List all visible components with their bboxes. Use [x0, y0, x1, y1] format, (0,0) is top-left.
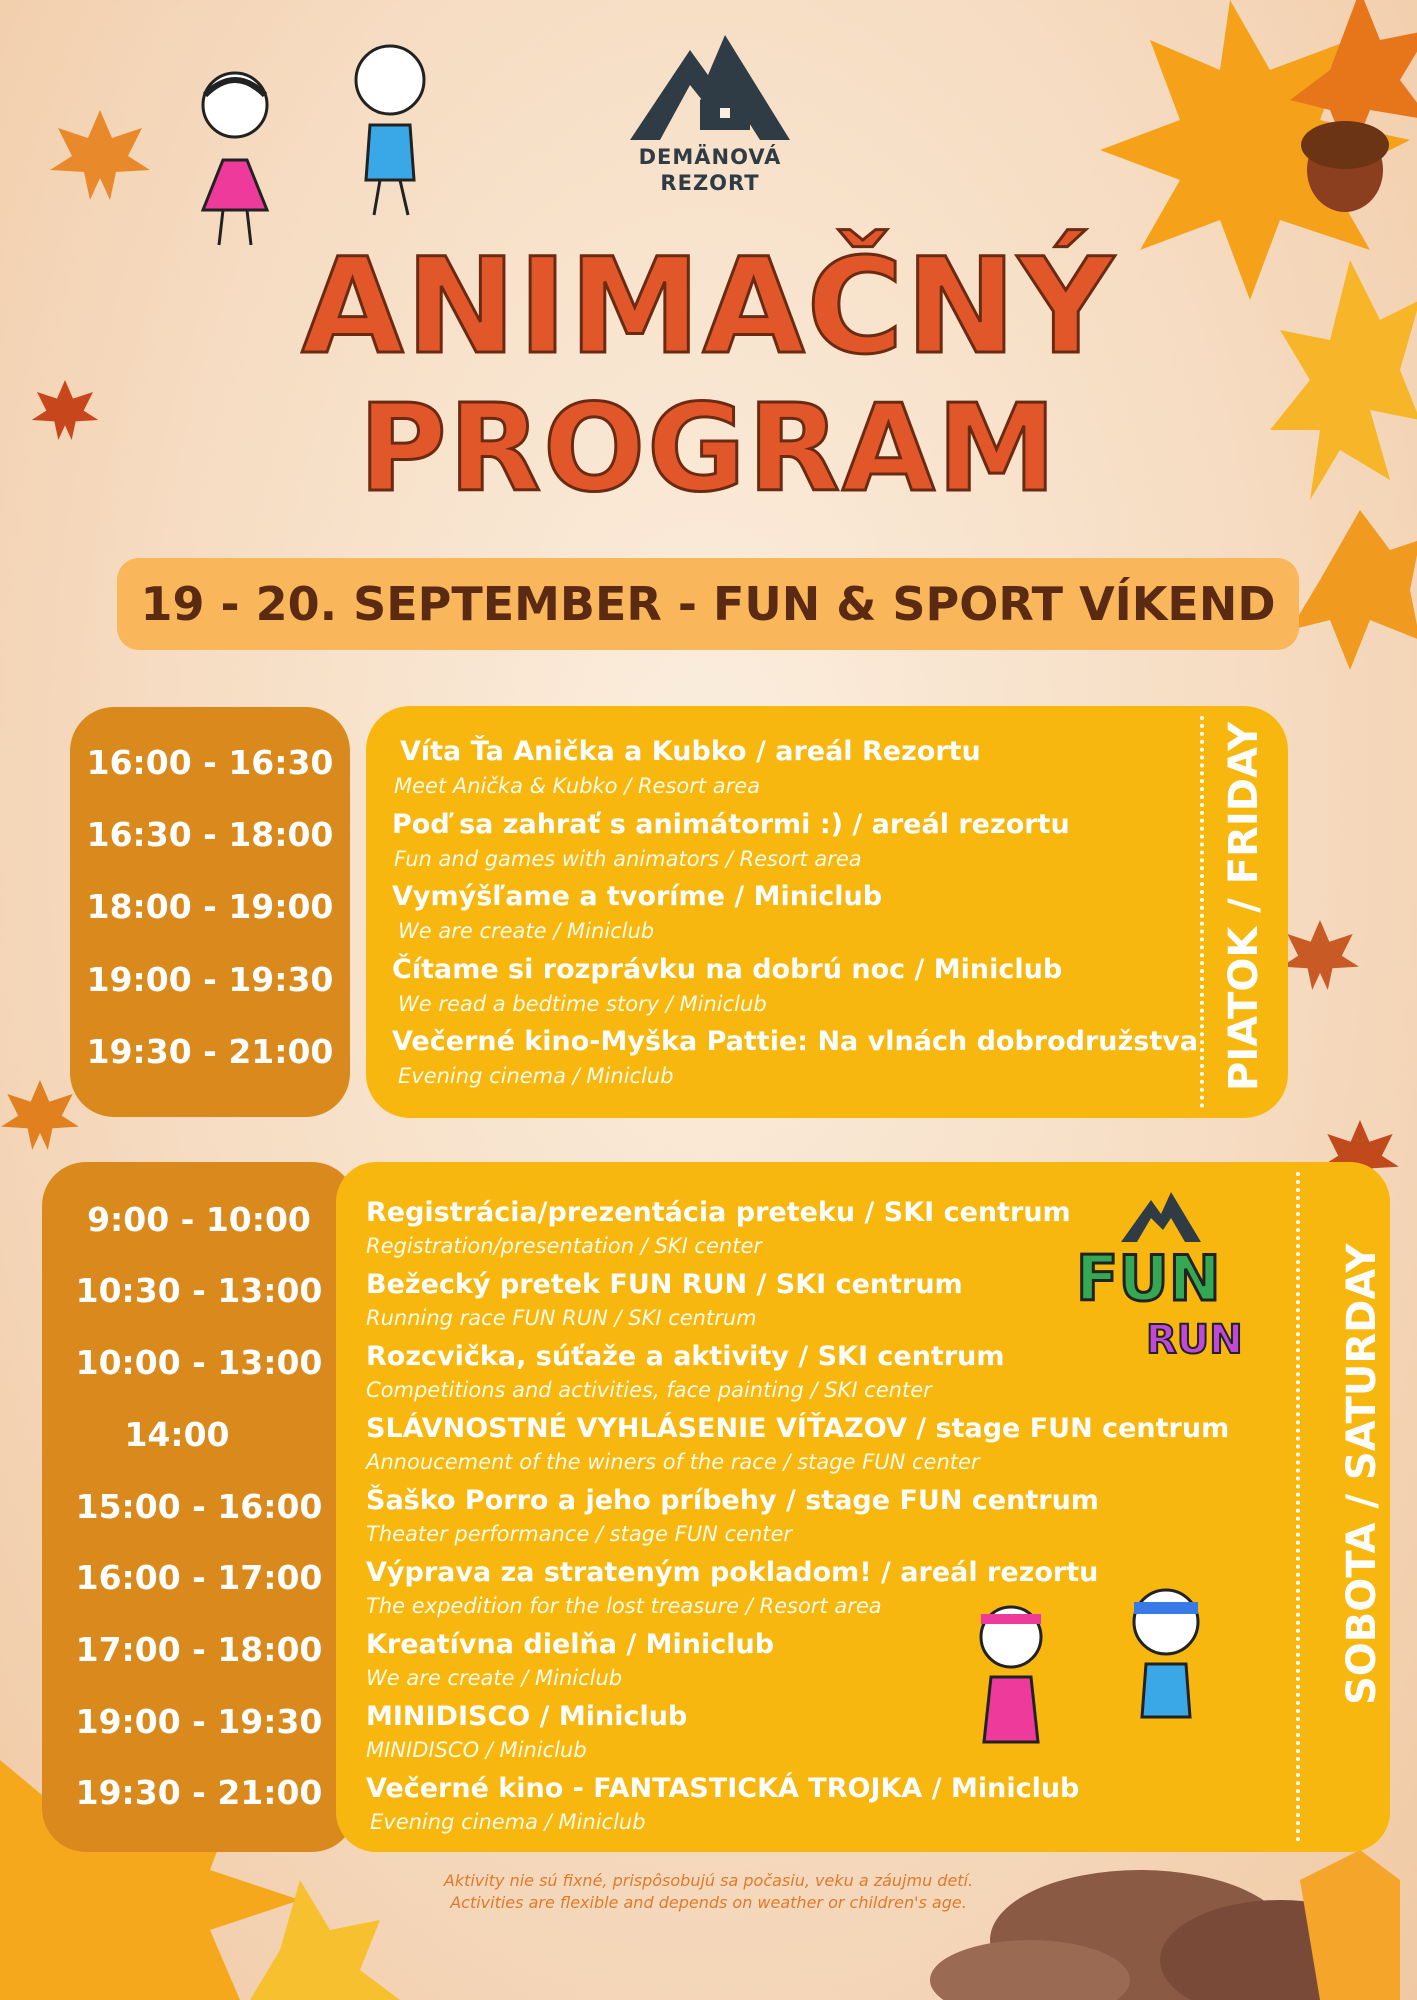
saturday-activity-3-en: Competitions and activities, face painting / SKI center	[366, 1378, 932, 1402]
mountain-logo-icon	[1121, 1192, 1201, 1242]
saturday-activity-3: Rozcvička, súťaže a aktivity / SKI centrum	[366, 1341, 1005, 1372]
saturday-activity-8-en: MINIDISCO / Miniclub	[366, 1738, 587, 1762]
friday-time-5: 19:30 - 21:00	[86, 1032, 334, 1071]
demanova-rezort-logo	[620, 30, 800, 196]
friday-time-1: 16:00 - 16:30	[86, 743, 334, 782]
girl-character-illustration	[956, 1592, 1076, 1772]
saturday-activity-9-en: Evening cinema / Miniclub	[370, 1810, 646, 1834]
saturday-activity-5: Šaško Porro a jeho príbehy / stage FUN centrum	[366, 1485, 1099, 1516]
saturday-activity-1: Registrácia/prezentácia preteku / SKI centrum	[366, 1197, 1071, 1228]
saturday-activity-2-en: Running race FUN RUN / SKI centrum	[366, 1306, 757, 1330]
maple-leaf-icon	[50, 110, 150, 200]
fun-run-logo	[1066, 1192, 1256, 1382]
friday-activity-4: Čítame si rozprávku na dobrú noc / Miniclub	[392, 954, 1063, 985]
saturday-time-9: 19:30 - 21:00	[75, 1773, 323, 1812]
saturday-time-6: 16:00 - 17:00	[75, 1558, 323, 1597]
saturday-activity-6: Výprava za strateným pokladom! / areál rezortu	[366, 1557, 1099, 1588]
friday-times-panel	[70, 707, 350, 1117]
logo-brand-line2: REZORT	[660, 171, 760, 195]
saturday-time-3: 10:00 - 13:00	[75, 1343, 323, 1382]
friday-activity-1: Víta Ťa Anička a Kubko / areál Rezortu	[400, 736, 981, 767]
footer-note	[0, 1870, 1417, 1914]
saturday-activity-6-en: The expedition for the lost treasure / Resort area	[366, 1594, 882, 1618]
saturday-activity-1-en: Registration/presentation / SKI center	[366, 1234, 762, 1258]
page-title-line2: PROGRAM	[358, 380, 1059, 519]
friday-activity-2: Poď sa zahrať s animátormi :) / areál rezortu	[392, 809, 1070, 840]
friday-day-label: PIATOK / FRIDAY	[1221, 721, 1267, 1091]
friday-activity-3: Vymýšľame a tvoríme / Miniclub	[392, 881, 883, 912]
friday-time-4: 19:00 - 19:30	[86, 960, 334, 999]
saturday-day-label: SOBOTA / SATURDAY	[1339, 1243, 1385, 1705]
acorn-decoration	[1290, 110, 1400, 220]
saturday-activity-7: Kreatívna dielňa / Miniclub	[366, 1629, 775, 1660]
saturday-activity-8: MINIDISCO / Miniclub	[366, 1701, 688, 1732]
saturday-times-panel	[42, 1162, 356, 1852]
friday-activity-4-en: We read a bedtime story / Miniclub	[398, 992, 767, 1016]
saturday-time-2: 10:30 - 13:00	[75, 1271, 323, 1310]
friday-activity-5: Večerné kino-Myška Pattie: Na vlnách dobrodružstva	[392, 1026, 1199, 1057]
saturday-activity-4: SLÁVNOSTNÉ VYHLÁSENIE VÍŤAZOV / stage FUN centrum	[366, 1413, 1230, 1444]
saturday-time-1: 9:00 - 10:00	[87, 1200, 311, 1239]
friday-activity-1-en: Meet Anička & Kubko / Resort area	[394, 774, 761, 798]
friday-activity-5-en: Evening cinema / Miniclub	[398, 1064, 674, 1088]
fun-run-word1: FUN	[1076, 1242, 1221, 1315]
girl-character-illustration	[175, 60, 295, 250]
logo-brand-line1: DEMÄNOVÁ	[638, 145, 782, 169]
saturday-time-5: 15:00 - 16:00	[75, 1487, 323, 1526]
saturday-time-4: 14:00	[124, 1415, 230, 1454]
saturday-time-8: 19:00 - 19:30	[75, 1702, 323, 1741]
saturday-activity-4-en: Annoucement of the winers of the race / stage FUN center	[366, 1450, 980, 1474]
maple-leaf-icon	[1280, 920, 1360, 990]
mountain-logo-icon	[630, 30, 790, 140]
saturday-activities-panel	[336, 1162, 1390, 1852]
date-banner: 19 - 20. SEPTEMBER - FUN & SPORT VÍKEND	[117, 558, 1299, 650]
page-title-line1: ANIMAČNÝ	[301, 230, 1116, 384]
saturday-activity-7-en: We are create / Miniclub	[366, 1666, 623, 1690]
footer-note-en: Activities are flexible and depends on weather or children's age.	[450, 1893, 967, 1912]
fun-run-word2: RUN	[1146, 1317, 1243, 1363]
friday-time-3: 18:00 - 19:00	[86, 887, 334, 926]
dotted-divider	[1200, 716, 1204, 1108]
saturday-time-7: 17:00 - 18:00	[75, 1630, 323, 1669]
maple-leaf-icon	[0, 1080, 80, 1150]
saturday-activity-2: Bežecký pretek FUN RUN / SKI centrum	[366, 1269, 963, 1300]
saturday-activity-5-en: Theater performance / stage FUN center	[366, 1522, 793, 1546]
boy-character-illustration	[330, 30, 450, 220]
saturday-activity-9: Večerné kino - FANTASTICKÁ TROJKA / Miniclub	[366, 1773, 1080, 1804]
friday-time-2: 16:30 - 18:00	[86, 815, 334, 854]
boy-character-illustration	[1106, 1572, 1226, 1762]
friday-activity-2-en: Fun and games with animators / Resort area	[394, 847, 862, 871]
friday-activity-3-en: We are create / Miniclub	[398, 919, 655, 943]
footer-note-sk: Aktivity nie sú fixné, prispôsobujú sa počasiu, veku a záujmu detí.	[443, 1871, 974, 1890]
friday-activities-panel	[366, 706, 1288, 1118]
dotted-divider	[1296, 1172, 1300, 1842]
